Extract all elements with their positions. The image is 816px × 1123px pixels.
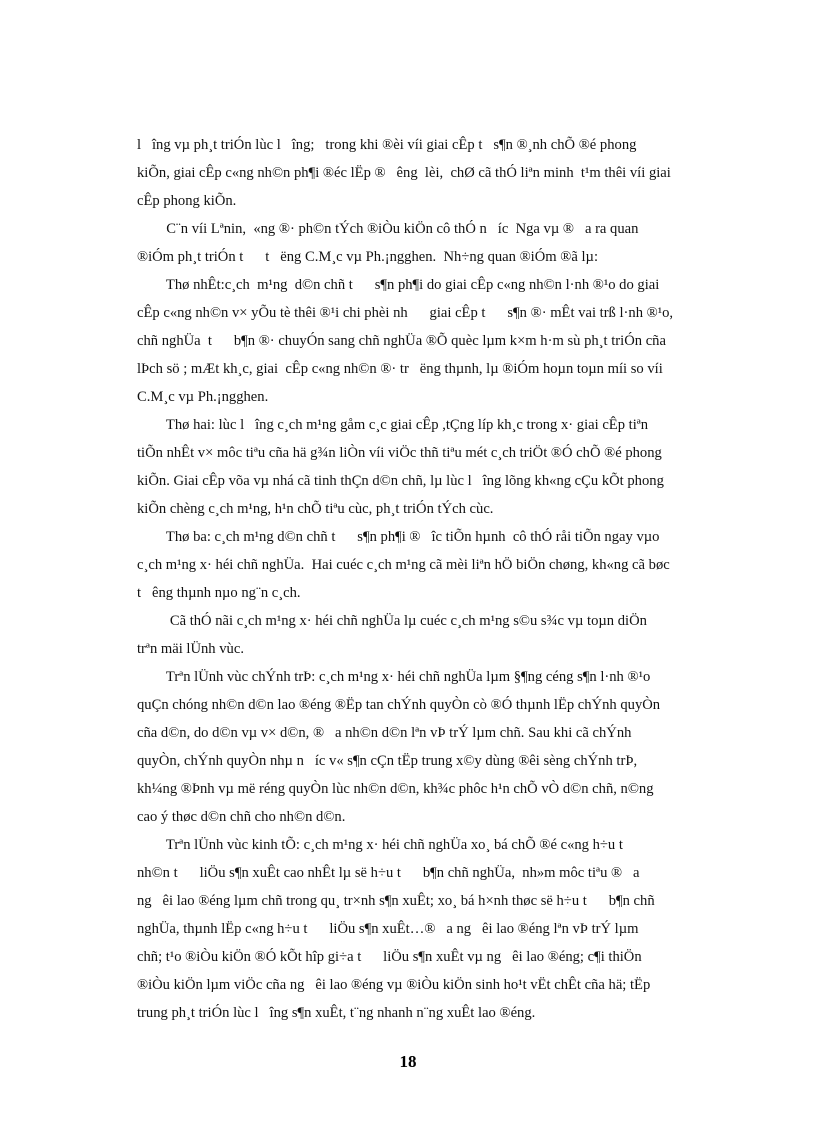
text-line: chñ nghÜa t b¶n ®· chuyÓn sang chñ nghÜa ®Õ quèc lµm k×m h·m sù ph¸t triÓn cña bbox=[137, 333, 666, 349]
text-line: nghÜa, thµnh lËp c«ng h÷u t liÖu s¶n xuÊt…® a ng êi lao ®éng lªn vÞ trÝ lµm bbox=[137, 921, 639, 937]
text-line: cña d©n, do d©n vµ v× d©n, ® a nh©n d©n lªn vÞ trÝ lµm chñ. Sau khi cã chÝnh bbox=[137, 725, 632, 741]
text-line: kiÕn. Giai cÊp võa vµ nhá cã tinh thÇn d©n chñ, lµ lùc l îng lõng kh«ng cÇu kÕt phong bbox=[137, 473, 664, 489]
text-line: ®iÓm ph¸t triÓn t t ëng C.M¸c vµ Ph.¡ngghen. Nh÷ng quan ®iÓm ®ã lµ: bbox=[137, 249, 599, 265]
text-line: trung ph¸t triÓn lùc l îng s¶n xuÊt, t¨ng nhanh n¨ng xuÊt lao ®éng. bbox=[137, 1005, 536, 1021]
text-line: lÞch sö ; mÆt kh¸c, giai cÊp c«ng nh©n ®· tr ëng thµnh, lµ ®iÓm hoµn toµn míi so víi bbox=[137, 361, 663, 377]
text-line: Thø hai: lùc l îng c¸ch m¹ng gåm c¸c giai cÊp ,tÇng líp kh¸c trong x· giai cÊp tiªn bbox=[137, 417, 649, 433]
text-line: trªn mäi lÜnh vùc. bbox=[137, 641, 244, 657]
text-line: Thø nhÊt:c¸ch m¹ng d©n chñ t s¶n ph¶i do giai cÊp c«ng nh©n l·nh ®¹o do giai bbox=[137, 277, 660, 293]
text-line: ng êi lao ®éng lµm chñ trong qu¸ tr×nh s¶n xuÊt; xo¸ bá h×nh thøc së h÷u t b¶n chñ bbox=[137, 893, 655, 909]
text-line: tiÕn nhÊt v× môc tiªu cña hä g¾n liÒn víi viÖc thñ tiªu mét c¸ch triÖt ®Ó chÕ ®é phong bbox=[137, 445, 662, 461]
text-line: kiÕn chèng c¸ch m¹ng, h¹n chÕ tiªu cùc, ph¸t triÓn tÝch cùc. bbox=[137, 501, 494, 517]
text-line: cÊp phong kiÕn. bbox=[137, 193, 237, 209]
page-number: 18 bbox=[399, 1052, 417, 1071]
text-line: quÇn chóng nh©n d©n lao ®éng ®Ëp tan chÝnh quyÒn cò ®Ó thµnh lËp chÝnh quyÒn bbox=[137, 697, 661, 713]
text-line: l îng vµ ph¸t triÓn lùc l îng; trong khi ®èi víi giai cÊp t s¶n ®¸nh chÕ ®é phong bbox=[137, 137, 637, 153]
text-line: kiÕn, giai cÊp c«ng nh©n ph¶i ®éc lËp ® êng lèi, chØ cã thÓ liªn minh t¹m thêi víi giai bbox=[137, 165, 671, 181]
text-line: cao ý thøc d©n chñ cho nh©n d©n. bbox=[137, 809, 346, 825]
text-line: chñ; t¹o ®iÒu kiÖn ®Ó kÕt hîp gi÷a t liÖu s¶n xuÊt vµ ng êi lao ®éng; c¶i thiÖn bbox=[137, 949, 642, 965]
text-line: C¨n víi Lªnin, «ng ®· ph©n tÝch ®iÒu kiÖn cô thÓ n íc Nga vµ ® a ra quan bbox=[137, 221, 639, 237]
text-line: kh¼ng ®Þnh vµ më réng quyÒn lùc nh©n d©n, kh¾c phôc h¹n chÕ vÒ d©n chñ, n©ng bbox=[137, 781, 654, 797]
text-line: t êng thµnh nµo ng¨n c¸ch. bbox=[137, 585, 301, 601]
text-line: ®iÒu kiÖn lµm viÖc cña ng êi lao ®éng vµ ®iÒu kiÖn sinh ho¹t vËt chÊt cña hä; tËp bbox=[137, 977, 651, 993]
text-line: cÊp c«ng nh©n v× yÕu tè thêi ®¹i chi phèi nh giai cÊp t s¶n ®· mÊt vai trß l·nh ®¹o, bbox=[137, 305, 674, 321]
text-line: C.M¸c vµ Ph.¡ngghen. bbox=[137, 389, 269, 405]
text-line: quyÒn, chÝnh quyÒn nhµ n íc v« s¶n cÇn tËp trung x©y dùng ®êi sèng chÝnh trÞ, bbox=[137, 753, 638, 769]
text-line: c¸ch m¹ng x· héi chñ nghÜa. Hai cuéc c¸ch m¹ng cã mèi liªn hÖ biÖn chøng, kh«ng cã bøc bbox=[137, 557, 670, 573]
body-text bbox=[137, 131, 765, 1027]
text-line: Cã thÓ nãi c¸ch m¹ng x· héi chñ nghÜa lµ cuéc c¸ch m¹ng s©u s¾c vµ toµn diÖn bbox=[137, 613, 647, 629]
text-line: Trªn lÜnh vùc chÝnh trÞ: c¸ch m¹ng x· héi chñ nghÜa lµm §¶ng céng s¶n l·nh ®¹o bbox=[137, 669, 651, 685]
text-line: Trªn lÜnh vùc kinh tÕ: c¸ch m¹ng x· héi chñ nghÜa xo¸ bá chÕ ®é c«ng h÷u t bbox=[137, 837, 634, 853]
text-line: Thø ba: c¸ch m¹ng d©n chñ t s¶n ph¶i ® îc tiÕn hµnh cô thÓ råi tiÕn ngay vµo bbox=[137, 529, 660, 545]
text-line: nh©n t liÖu s¶n xuÊt cao nhÊt lµ së h÷u t b¶n chñ nghÜa, nh»m môc tiªu ® a bbox=[137, 865, 640, 881]
